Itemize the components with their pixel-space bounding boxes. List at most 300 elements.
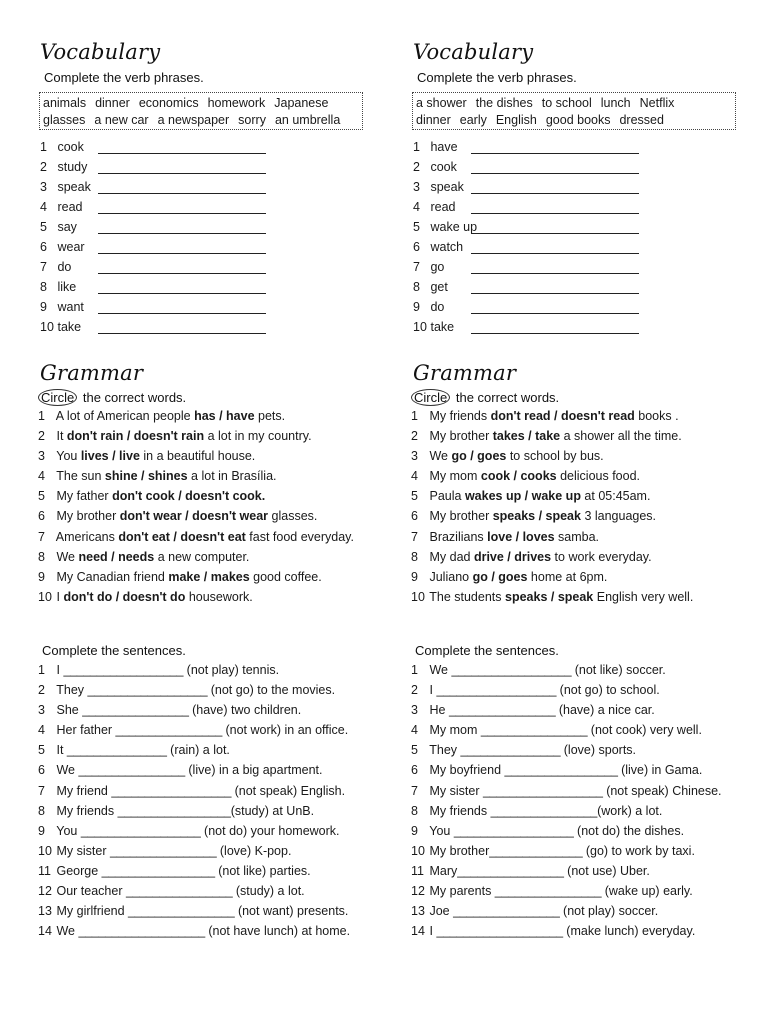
sentence-end: (not speak) English. <box>231 783 346 798</box>
grammar-list <box>38 409 354 610</box>
sentence-item <box>411 804 722 824</box>
answer-blank[interactable]: ________________ <box>480 723 588 738</box>
answer-blank[interactable]: __________________ <box>111 783 232 798</box>
sentence-end: (not go) to school. <box>556 683 660 698</box>
answer-blank-line[interactable] <box>471 153 639 154</box>
sentence-end: housework. <box>185 589 253 604</box>
item-number: 10 <box>38 843 52 858</box>
grammar-item <box>38 409 354 429</box>
vocabulary-instruction: Complete the verb phrases. <box>44 70 204 85</box>
grammar-item <box>411 429 693 449</box>
sentence-end: in a beautiful house. <box>139 449 256 464</box>
sentence-end: (have) a nice car. <box>555 703 655 718</box>
sentence-start: My Canadian friend <box>56 569 169 584</box>
word-box-word: glasses <box>43 113 86 127</box>
grammar-instruction <box>38 389 186 406</box>
item-number: 5 <box>411 489 418 504</box>
sentence-end: (go) to work by taxi. <box>582 843 695 858</box>
item-number: 8 <box>411 803 418 818</box>
verb-label: go <box>430 260 445 274</box>
sentence-item <box>411 864 722 884</box>
verb-phrase-item <box>40 200 91 220</box>
word-box-word: sorry <box>238 113 266 127</box>
word-box-word: early <box>459 113 487 127</box>
sentence-item <box>38 844 350 864</box>
sentence-start: They <box>429 743 461 758</box>
choice-options[interactable]: don't wear / doesn't wear <box>119 509 269 524</box>
verb-phrase-item <box>40 300 91 320</box>
answer-blank[interactable]: __________________ <box>453 823 574 838</box>
item-number: 3 <box>38 703 45 718</box>
verb-phrase-item <box>413 280 477 300</box>
item-number: 1 <box>40 140 47 154</box>
sentence-end: a new computer. <box>154 549 250 564</box>
sentence-item <box>411 683 722 703</box>
verb-label: cook <box>57 140 84 154</box>
sentence-start: My mom <box>429 723 481 738</box>
word-box-word: to school <box>541 96 592 110</box>
item-number: 2 <box>411 683 418 698</box>
choice-options[interactable]: don't rain / doesn't rain <box>66 429 205 444</box>
grammar-heading: Grammar <box>413 361 517 385</box>
sentence-start: My brother <box>429 509 493 524</box>
sentence-item <box>411 904 722 924</box>
sentence-item <box>38 683 350 703</box>
item-number: 3 <box>40 180 47 194</box>
verb-label: take <box>430 320 455 334</box>
item-number: 6 <box>38 509 45 524</box>
item-number: 3 <box>38 449 45 464</box>
sentence-end: (not speak) Chinese. <box>602 783 722 798</box>
verb-phrase-item <box>413 320 477 340</box>
item-number: 6 <box>411 763 418 778</box>
sentence-start: My parents <box>429 884 495 899</box>
sentence-start: Our teacher <box>56 884 126 899</box>
item-number: 9 <box>38 823 45 838</box>
answer-blank[interactable]: _______________ <box>460 743 561 758</box>
verb-phrase-item <box>40 240 91 260</box>
sentence-item <box>38 864 350 884</box>
item-number: 9 <box>411 823 418 838</box>
word-box-word: good books <box>545 113 611 127</box>
choice-options[interactable]: has / have <box>194 409 255 423</box>
item-number: 7 <box>38 529 45 544</box>
sentence-end: (rain) a lot. <box>166 743 230 758</box>
sentence-end: (live) in Gama. <box>617 763 703 778</box>
answer-blank[interactable]: _________________ <box>504 763 618 778</box>
sentence-end: home at 6pm. <box>527 569 608 584</box>
answer-blank-line[interactable] <box>98 213 266 214</box>
instruction-rest: the correct words. <box>79 390 187 405</box>
word-box-word: Japanese <box>274 96 329 110</box>
verb-label: read <box>57 200 83 214</box>
item-number: 5 <box>38 489 45 504</box>
word-box-word: a shower <box>416 96 467 110</box>
sentence-start: Juliano <box>429 569 473 584</box>
answer-blank[interactable]: ________________ <box>115 723 222 738</box>
answer-blank-line[interactable] <box>98 253 266 254</box>
choice-options[interactable]: make / makes <box>168 569 250 584</box>
item-number: 6 <box>411 509 418 524</box>
verb-phrase-item <box>413 220 477 240</box>
sentence-item <box>411 763 722 783</box>
verb-phrase-list <box>413 140 477 340</box>
item-number: 7 <box>40 260 47 274</box>
sentence-end: good coffee. <box>249 569 322 584</box>
choice-options[interactable]: go / goes <box>472 569 528 584</box>
sentence-item <box>38 904 350 924</box>
sentence-end: (not play) tennis. <box>183 663 280 677</box>
item-number: 12 <box>411 884 425 899</box>
sentence-start: We <box>56 549 79 564</box>
grammar-instruction <box>411 389 559 406</box>
sentence-end: (have) two children. <box>188 703 302 718</box>
item-number: 9 <box>411 569 418 584</box>
grammar-item <box>411 509 693 529</box>
vocabulary-heading: Vocabulary <box>413 40 534 64</box>
word-box-word: a newspaper <box>157 113 230 127</box>
answer-blank-line[interactable] <box>98 153 266 154</box>
sentence-item <box>411 884 722 904</box>
item-number: 6 <box>40 240 47 254</box>
verb-label: get <box>430 280 448 294</box>
word-box-word: animals <box>43 96 87 110</box>
choice-options[interactable]: takes / take <box>492 429 561 444</box>
sentence-item <box>38 743 350 763</box>
sentence-start: We <box>429 663 452 677</box>
sentence-start: The students <box>429 589 505 604</box>
sentence-start: My friends <box>56 803 118 818</box>
answer-blank[interactable]: __________________ <box>63 663 184 677</box>
answer-blank[interactable]: _________________ <box>117 803 231 818</box>
item-number: 8 <box>40 280 47 294</box>
verb-label: read <box>430 200 456 214</box>
grammar-item <box>411 409 693 429</box>
item-number: 2 <box>40 160 47 174</box>
sentence-start: My friend <box>56 783 112 798</box>
choice-options[interactable]: wakes up / wake up <box>464 489 581 504</box>
answer-blank[interactable]: ________________ <box>82 703 189 718</box>
answer-blank-line[interactable] <box>471 173 639 174</box>
answer-blank[interactable]: ________________ <box>494 884 602 899</box>
choice-options[interactable]: don't eat / doesn't eat <box>118 529 246 544</box>
sentence-start: My father <box>56 489 113 504</box>
sentence-end: pets. <box>254 409 286 423</box>
grammar-item <box>38 489 354 509</box>
item-number: 7 <box>411 529 418 544</box>
verb-label: wake up <box>430 220 478 234</box>
sentence-item <box>38 884 350 904</box>
answer-blank[interactable]: ________________ <box>457 863 564 878</box>
sentence-start: They <box>56 683 88 698</box>
verb-label: watch <box>430 240 464 254</box>
word-box-line <box>416 112 732 129</box>
grammar-item <box>38 449 354 469</box>
word-box-line <box>43 112 359 129</box>
choice-options[interactable]: lives / live <box>80 449 140 464</box>
item-number: 9 <box>38 569 45 584</box>
verb-phrase-item <box>40 320 91 340</box>
item-number: 8 <box>38 549 45 564</box>
answer-blank[interactable]: ___________________ <box>436 924 563 939</box>
sentence-end: glasses. <box>268 509 318 524</box>
answer-blank-line[interactable] <box>471 333 639 334</box>
verb-phrase-item <box>413 260 477 280</box>
choice-options[interactable]: don't cook / doesn't cook. <box>112 489 266 504</box>
sentence-end: (wake up) early. <box>601 884 693 899</box>
word-box-word: homework <box>207 96 266 110</box>
verb-label: do <box>430 300 445 314</box>
item-number: 4 <box>38 469 45 484</box>
answer-blank-line[interactable] <box>471 193 639 194</box>
sentence-item <box>411 743 722 763</box>
choice-options[interactable]: drive / drives <box>473 549 552 564</box>
sentence-item <box>38 763 350 783</box>
item-number: 7 <box>38 783 45 798</box>
sentence-end: a shower all the time. <box>560 429 682 444</box>
word-box-word: lunch <box>600 96 631 110</box>
item-number: 7 <box>411 783 418 798</box>
sentence-item <box>38 824 350 844</box>
sentence-start: He <box>429 703 449 718</box>
sentence-list <box>38 663 350 944</box>
verb-label: say <box>57 220 77 234</box>
answer-blank[interactable]: ________________ <box>453 904 560 919</box>
item-number: 7 <box>413 260 420 274</box>
item-number: 13 <box>411 904 425 919</box>
answer-blank-line[interactable] <box>471 313 639 314</box>
item-number: 8 <box>38 803 45 818</box>
sentence-item <box>38 924 350 944</box>
sentence-end: (study) a lot. <box>232 884 305 899</box>
item-number: 5 <box>413 220 420 234</box>
word-box-word: Netflix <box>639 96 675 110</box>
item-number: 14 <box>38 924 52 939</box>
sentence-list <box>411 663 722 944</box>
grammar-item <box>38 429 354 449</box>
answer-blank[interactable]: ___________________ <box>78 924 205 939</box>
verb-phrase-item <box>413 180 477 200</box>
answer-blank[interactable]: ______________ <box>489 843 583 858</box>
item-number: 1 <box>38 663 45 677</box>
sentence-start: You <box>56 823 81 838</box>
answer-blank[interactable]: ________________ <box>448 703 556 718</box>
item-number: 2 <box>413 160 420 174</box>
item-number: 10 <box>40 320 54 334</box>
grammar-item <box>411 469 693 489</box>
verb-phrase-item <box>40 280 91 300</box>
grammar-item <box>38 570 354 590</box>
item-number: 10 <box>411 843 425 858</box>
item-number: 5 <box>40 220 47 234</box>
sentence-end: (not use) Uber. <box>563 863 650 878</box>
choice-options[interactable]: love / loves <box>487 529 555 544</box>
sentence-item <box>411 723 722 743</box>
vocabulary-instruction: Complete the verb phrases. <box>417 70 577 85</box>
choice-options[interactable]: cook / cooks <box>480 469 557 484</box>
item-number: 13 <box>38 904 52 919</box>
choice-options[interactable]: need / needs <box>78 549 155 564</box>
sentence-start: We <box>56 924 79 939</box>
sentence-end: (not play) soccer. <box>559 904 659 919</box>
sentence-item <box>38 723 350 743</box>
sentence-start: Her father <box>56 723 116 738</box>
answer-blank-line[interactable] <box>98 333 266 334</box>
sentence-item <box>38 804 350 824</box>
sentence-end: (love) sports. <box>560 743 637 758</box>
answer-blank[interactable]: __________________ <box>451 663 572 677</box>
verb-phrase-item <box>40 140 91 160</box>
sentence-item <box>411 784 722 804</box>
sentence-start: I <box>56 589 64 604</box>
sentence-end: (not do) the dishes. <box>573 823 685 838</box>
item-number: 3 <box>413 180 420 194</box>
sentence-start: My boyfriend <box>429 763 505 778</box>
item-number: 9 <box>413 300 420 314</box>
choice-options[interactable]: don't do / doesn't do <box>63 589 186 604</box>
word-box-word: an umbrella <box>274 113 341 127</box>
sentence-end: delicious food. <box>556 469 640 484</box>
answer-blank-line[interactable] <box>471 233 639 234</box>
vocabulary-heading: Vocabulary <box>40 40 161 64</box>
answer-blank[interactable]: ________________ <box>125 884 233 899</box>
item-number: 5 <box>411 743 418 758</box>
verb-phrase-list <box>40 140 91 340</box>
verb-label: study <box>57 160 88 174</box>
sentence-start: My girlfriend <box>56 904 129 919</box>
sentence-end: 3 languages. <box>580 509 657 524</box>
sentence-end: (live) in a big apartment. <box>184 763 323 778</box>
sentence-start: You <box>56 449 81 464</box>
choice-options[interactable]: go / goes <box>451 449 507 464</box>
sentence-end: samba. <box>554 529 600 544</box>
sentence-end: a lot in my country. <box>204 429 312 444</box>
verb-label: do <box>57 260 72 274</box>
item-number: 11 <box>411 863 424 878</box>
grammar-item <box>411 590 693 610</box>
answer-blank-line[interactable] <box>98 273 266 274</box>
item-number: 14 <box>411 924 425 939</box>
sentence-end: (not cook) very well. <box>587 723 702 738</box>
item-number: 4 <box>38 723 45 738</box>
item-number: 2 <box>38 683 45 698</box>
answer-blank[interactable]: __________________ <box>482 783 603 798</box>
word-box-word: economics <box>138 96 199 110</box>
answer-blank[interactable]: __________________ <box>80 823 201 838</box>
sentence-start: My brother <box>429 429 493 444</box>
answer-blank-line[interactable] <box>471 273 639 274</box>
choice-options[interactable]: speaks / speak <box>505 589 594 604</box>
answer-blank[interactable]: __________________ <box>87 683 208 698</box>
answer-blank-line[interactable] <box>471 253 639 254</box>
answer-blank-line[interactable] <box>471 293 639 294</box>
item-number: 1 <box>413 140 420 154</box>
item-number: 6 <box>413 240 420 254</box>
item-number: 10 <box>413 320 427 334</box>
verb-phrase-item <box>40 180 91 200</box>
sentence-start: Americans <box>55 529 119 544</box>
verb-label: have <box>430 140 458 154</box>
answer-blank[interactable]: _________________ <box>101 863 215 878</box>
sentence-end: (work) a lot. <box>597 803 663 818</box>
verb-phrase-item <box>40 260 91 280</box>
grammar-item <box>38 550 354 570</box>
grammar-item <box>411 570 693 590</box>
item-number: 8 <box>413 280 420 294</box>
sentence-end: (not do) your homework. <box>200 823 340 838</box>
item-number: 10 <box>411 589 425 604</box>
item-number: 2 <box>38 429 45 444</box>
item-number: 1 <box>411 409 418 423</box>
sentence-end: at 05:45am. <box>580 489 651 504</box>
sentence-start: We <box>429 449 452 464</box>
choice-options[interactable]: don't read / doesn't read <box>490 409 635 423</box>
item-number: 4 <box>411 723 418 738</box>
sentence-start: Joe <box>429 904 454 919</box>
sentence-start: I <box>429 683 437 698</box>
item-number: 5 <box>38 743 45 758</box>
sentence-start: My sister <box>56 843 110 858</box>
sentence-start: My friends <box>429 803 491 818</box>
item-number: 8 <box>411 549 418 564</box>
item-number: 11 <box>38 863 51 878</box>
grammar-item <box>411 550 693 570</box>
answer-blank-line[interactable] <box>98 173 266 174</box>
answer-blank-line[interactable] <box>98 193 266 194</box>
verb-phrase-item <box>413 160 477 180</box>
verb-label: like <box>57 280 77 294</box>
word-box <box>412 92 736 130</box>
answer-blank-line[interactable] <box>98 313 266 314</box>
grammar-item <box>38 530 354 550</box>
answer-blank-line[interactable] <box>98 233 266 234</box>
item-number: 9 <box>40 300 47 314</box>
choice-options[interactable]: speaks / speak <box>492 509 581 524</box>
sentence-end: fast food everyday. <box>245 529 354 544</box>
sentence-item <box>38 784 350 804</box>
sentence-item <box>411 663 722 683</box>
sentence-start: It <box>56 429 67 444</box>
sentence-item <box>411 703 722 723</box>
sentence-start: Mary <box>429 863 458 878</box>
verb-label: speak <box>57 180 91 194</box>
sentence-start: My friends <box>429 409 491 423</box>
sentence-end: (not go) to the movies. <box>207 683 336 698</box>
sentence-end: books . <box>634 409 679 423</box>
grammar-list <box>411 409 693 610</box>
answer-blank[interactable]: ________________ <box>490 803 598 818</box>
sentence-item <box>38 663 350 683</box>
sentence-start: I <box>56 663 64 677</box>
complete-instruction: Complete the sentences. <box>42 643 186 658</box>
item-number: 4 <box>413 200 420 214</box>
answer-blank[interactable]: ________________ <box>78 763 185 778</box>
grammar-item <box>411 489 693 509</box>
word-box-word: dinner <box>95 96 130 110</box>
answer-blank-line[interactable] <box>98 293 266 294</box>
choice-options[interactable]: shine / shines <box>104 469 188 484</box>
answer-blank-line[interactable] <box>471 213 639 214</box>
answer-blank[interactable]: ________________ <box>109 843 217 858</box>
sentence-start: My sister <box>429 783 483 798</box>
sentence-end: (not like) parties. <box>214 863 311 878</box>
sentence-start: The sun <box>56 469 105 484</box>
answer-blank[interactable]: _______________ <box>66 743 167 758</box>
sentence-start: A lot of American people <box>55 409 195 423</box>
sentence-start: She <box>56 703 83 718</box>
answer-blank[interactable]: ________________ <box>128 904 235 919</box>
answer-blank[interactable]: __________________ <box>436 683 557 698</box>
